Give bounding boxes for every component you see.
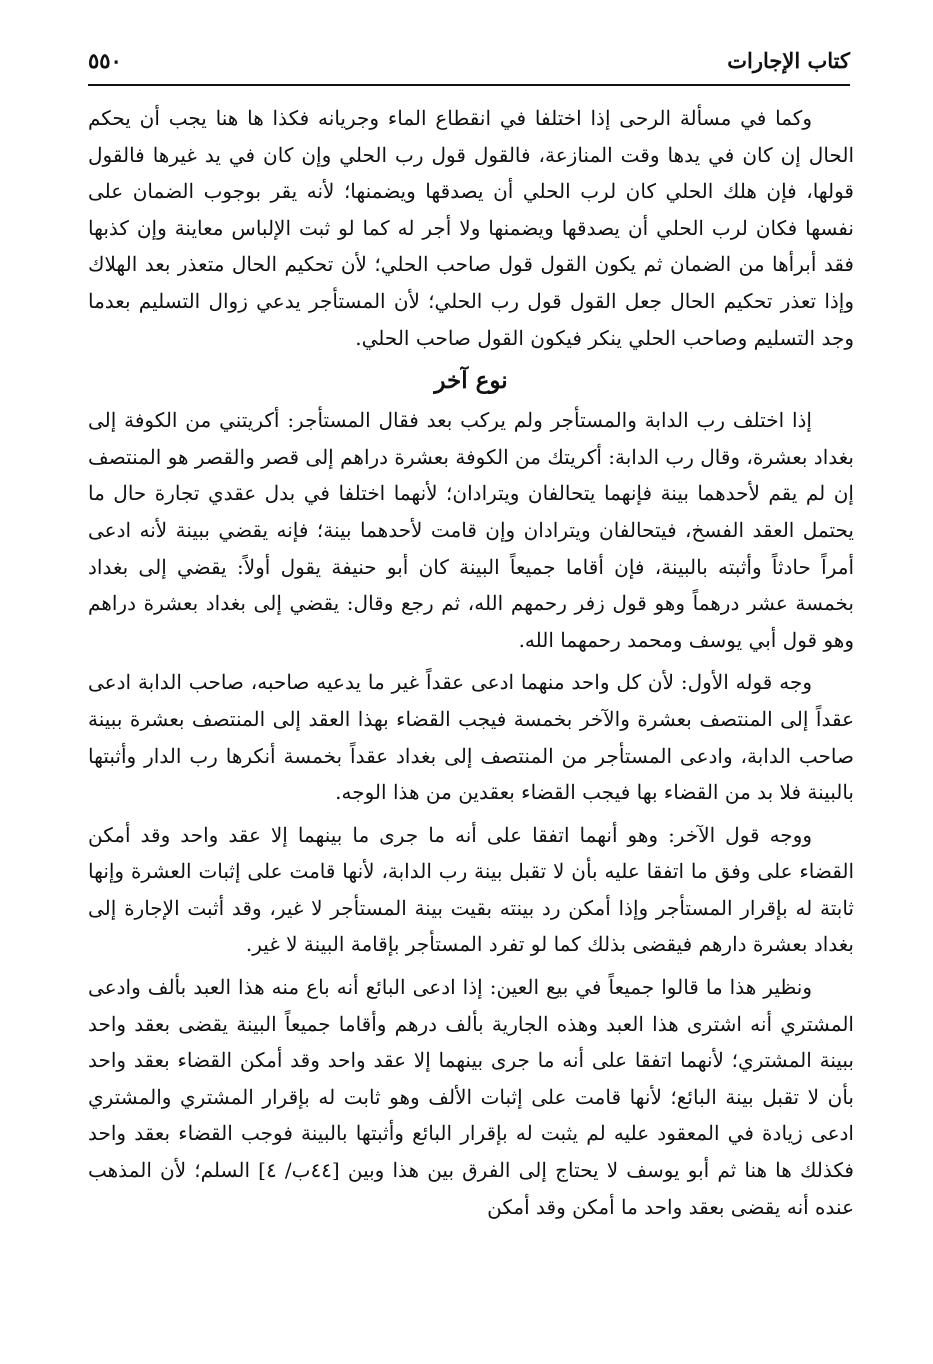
book-title: كتاب الإجارات xyxy=(727,47,850,73)
running-header xyxy=(88,38,850,82)
section-heading: نوع آخر xyxy=(434,367,508,395)
body-text xyxy=(88,100,854,1225)
paragraph: ونظير هذا ما قالوا جميعاً في بيع العين: إذا ادعى البائع أنه باع منه هذا العبد بألف وادعى المشتري أنه اشترى هذا العبد وهذه الجارية بألف درهم وأقاما جميعاً البينة يقضى بعقد واحد ببينة المشتري؛ لأنهما اتفقا على أنه ما جرى بينهما إلا عقد واحد وقد أمكن القضاء بعقد واحد بأن لا تقبل بينة البائع؛ لأنها قامت على إثبات الألف وهو ثابت له بإقرار المشتري والمشتري ادعى زيادة في المعقود عليه لم يثبت له بإقرار البائع وأثبتها بالبينة فوجب القضاء بعقد واحد فكذلك ها هنا ثم أبو يوسف لا يحتاج إلى الفرق بين هذا وبين [٤٤ب/ ٤] السلم؛ لأن المذهب عنده أنه يقضى بعقد واحد ما أمكن وقد أمكن xyxy=(88,975,854,1219)
paragraph: إذا اختلف رب الدابة والمستأجر ولم يركب بعد فقال المستأجر: أكريتني من الكوفة إلى بغداد بعشرة، وقال رب الدابة: أكريتك من الكوفة بعشرة دراهم إلى قصر والقصر هو المنتصف إن لم يقم لأحدهما بينة فإنهما يتحالفان ويترادان؛ لأنهما اختلفا في بدل عقدي تجارة حال ما يحتمل العقد الفسخ، فيتحالفان ويترادان وإن قامت لأحدهما بينة؛ فإنه يقضي ببينة لأنه ادعى أمراً حادثاً وأثبته بالبينة، فإن أقاما جميعاً البينة كان أبو حنيفة يقول أولاً: يقضي إلى بغداد بخمسة عشر درهماً وهو قول زفر رحمهم الله، ثم رجع وقال: يقضي إلى بغداد بعشرة دراهم وهو قول أبي يوسف ومحمد رحمهما الله. xyxy=(88,408,854,652)
paragraph: وكما في مسألة الرحى إذا اختلفا في انقطاع الماء وجريانه فكذا ها هنا يجب أن يحكم الحال إن كان في يدها وقت المنازعة، فالقول قول رب الحلي وإن كان في يد غيرها فالقول قولها، فإن هلك الحلي كان لرب الحلي أن يصدقها ويضمنها؛ لأنه يقر بوجوب الضمان على نفسها فكان لرب الحلي أن يصدقها ويضمنها ولا أجر له كما لو ثبت الإلباس معاينة وإن كذبها فقد أبرأها من الضمان ثم يكون القول قول صاحب الحلي؛ لأن تحكيم الحال متعذر بعد الهلاك وإذا تعذر تحكيم الحال جعل القول قول رب الحلي؛ لأن المستأجر يدعي زوال التسليم بعدما وجد التسليم وصاحب الحلي ينكر فيكون القول صاحب الحلي. xyxy=(88,106,854,350)
paragraph: وجه قوله الأول: لأن كل واحد منهما ادعى عقداً غير ما يدعيه صاحبه، صاحب الدابة ادعى عقداً إلى المنتصف بعشرة والآخر بخمسة فيجب القضاء بهذا العقد إلى المنتصف بعشرة ببينة صاحب الدابة، وادعى المستأجر من المنتصف إلى بغداد عقداً بخمسة أنكرها رب الدار وأثبتها بالبينة فلا بد من القضاء بها فيجب القضاء بعقدين من هذا الوجه. xyxy=(88,670,855,805)
header-divider xyxy=(88,84,850,86)
paragraph: ووجه قول الآخر: وهو أنهما اتفقا على أنه ما جرى ما بينهما إلا عقد واحد وقد أمكن القضاء على وفق ما اتفقا عليه بأن لا تقبل بينة رب الدابة، لأنها قامت على إثبات العشرة وإنها ثابتة له بإقرار المستأجر وإذا أمكن رد بينته بقيت بينة المستأجر لا غير، وقد أثبت الإجارة إلى بغداد بعشرة دارهم فيقضى بذلك كما لو تفرد المستأجر بإقامة البينة لا غير. xyxy=(88,822,854,957)
page-number: ٥٥٠ xyxy=(88,47,122,73)
